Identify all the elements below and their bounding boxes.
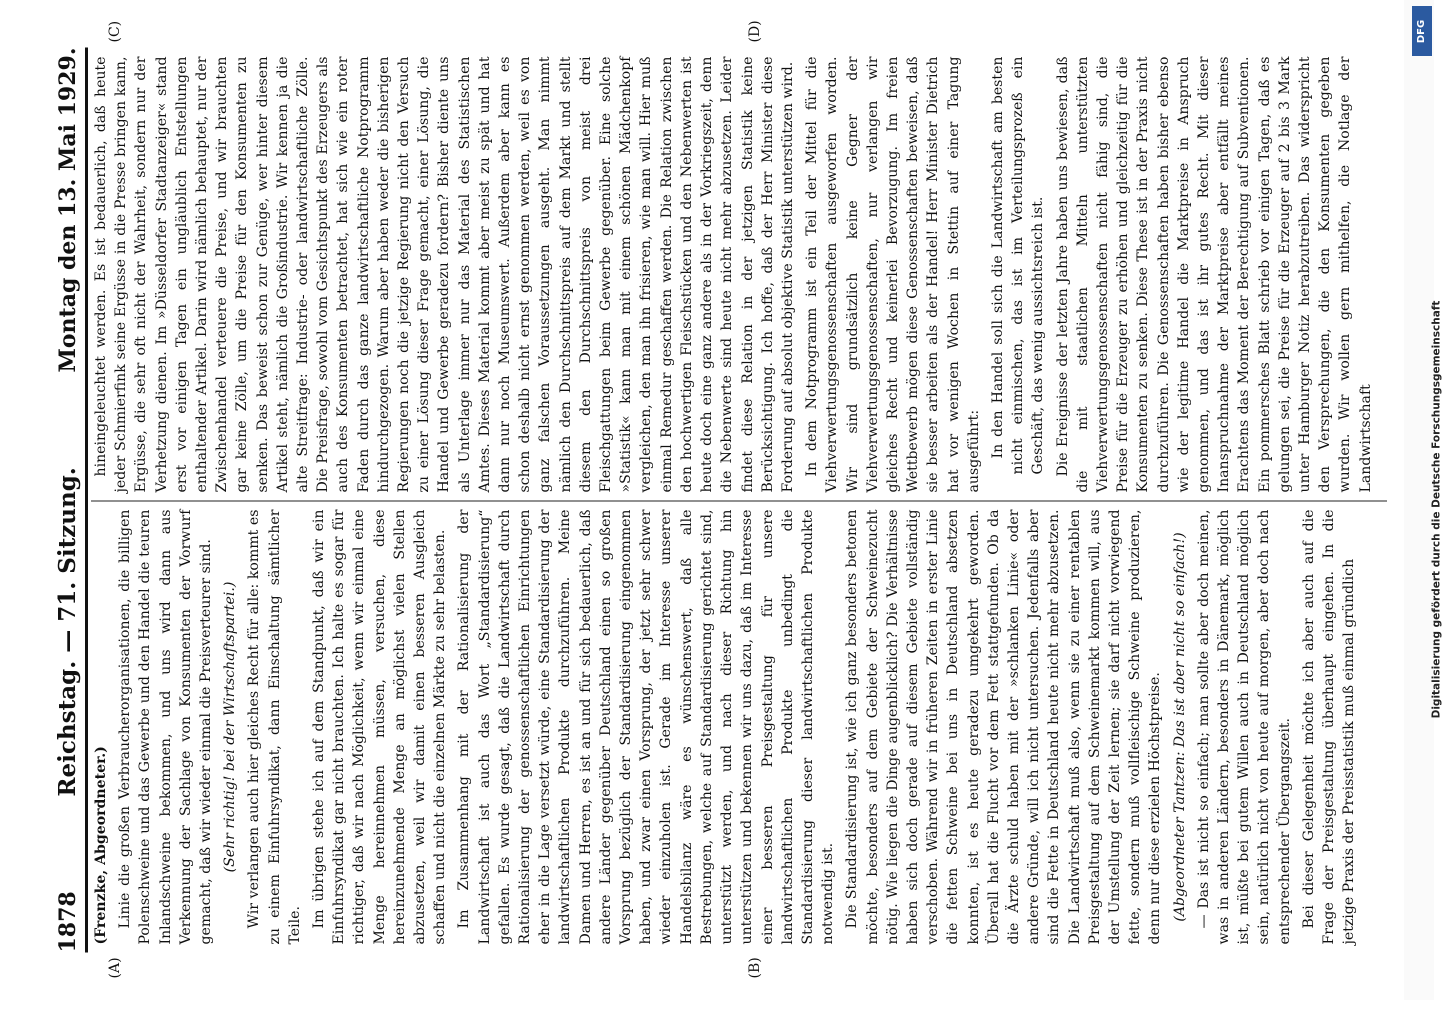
- quotation: In den Handel soll sich die Landwirtschaft am besten nicht einmischen, das ist im Verteilungsprozeß ein Geschäft, das wenig aussichtsreich ist.: [989, 56, 1047, 475]
- interjection: (Abgeordneter Tantzen: Das ist aber nicht so einfach!): [1171, 532, 1188, 922]
- digitization-note: Digitalisierung gefördert durch die Deutsche Forschungsgemeinschaft: [1430, 300, 1443, 719]
- paragraph: Die Ereignisse der letzten Jahre haben uns bewiesen, daß die mit staatlichen Mitteln unterstützten Viehverwertungsgenossenschaften nicht fähig sind, die Preise für die Erzeuger zu erhöhen und gleichzeitig für die Konsumenten zu senken. Diese These ist in der Praxis nicht durchzuführen. Die Genossenschaften haben bisher ebenso wie der legitime Handel die Marktpreise in Anspruch genommen, und das ist ihr gutes Recht. Mit dieser Inanspruchnahme der Marktpreise aber entfällt meines Erachtens das Moment der Berechtigung auf Subventionen. Ein pommersches Blatt schrieb vor einigen Tagen, daß es gelungen sei, die Preise für die Erzeuger auf 2 bis 3 Mark unter Hamburger Notiz herabzutreiben. Das widerspricht den Versprechungen, die den Konsumenten gegeben wurden. Wir wollen gern mithelfen, die Notlage der Landwirtschaft: [1054, 56, 1374, 493]
- paragraph: Im Zusammenhang mit der Rationalisierung der Landwirtschaft ist auch das Wort „Standardisierung“ gefallen. Es wurde gesagt, daß die Landwirtschaft durch Rationalisierung der genossenschaftlichen Einrichtungen eher in die Lage versetzt würde, eine Standardisierung der landwirtschaftlichen Produkte durchzuführen. Meine Damen und Herren, es ist an und für sich bedauerlich, daß andere Länder gegenüber Deutschland einen so großen Vorsprung bezüglich der Standardisierung eingenommen haben, und zwar einen Vorsprung, der jetzt sehr schwer wieder einzuholen ist. Gerade im Interesse unserer Handelsbilanz wäre es wünschenswert, daß alle Bestrebungen, welche auf Standardisierung gerichtet sind, unterstützt werden, und nach dieser Richtung hin unterstützen und bekennen wir uns dazu, daß im Interesse einer besseren Preisgestaltung für unsere landwirtschaftlichen Produkte unbedingt die Standardisierung dieser landwirtschaftlichen Produkte notwendig ist.: [456, 509, 837, 945]
- page-number: 1878: [55, 891, 81, 953]
- left-column: [91, 501, 1387, 953]
- paragraph: Wir verlangen auch hier gleiches Recht für alle: kommt es zu einem Einfuhrsyndikat, dann Einschaltung sämtlicher Teile.: [246, 509, 303, 945]
- session-date: Montag den 13. Mai 1929.: [55, 47, 81, 373]
- dfg-logo: DFG: [1412, 6, 1432, 56]
- paragraph: hineingeleuchtet werden. Es ist bedauerlich, daß heute jeder Schmierfink seine Ergüsse in die Presse bringen kann, Ergüsse, die sehr oft nicht der Wahrheit, sondern nur der Verhetzung dienen. Im »Düsseldorfer Stadtanzeiger« stand erst vor einigen Tagen ein ungläublich Entstellungen enthaltender Artikel. Darin wird nämlich behauptet, nur der Zwischenhandel verteuere die Preise, und wir brauchten gar keine Zölle, um die Preise für den Konsumenten zu senken. Das beweist schon zur Genüge, wer hinter diesem Artikel steht, nämlich die Großindustrie. Wir kennen ja die alte Streitfrage: Industrie- oder landwirtschaftliche Zölle. Die Preisfrage, sowohl vom Gesichtspunkt des Erzeugers als auch des Konsumenten betrachtet, hat sich wie ein roter Faden durch das ganze landwirtschaftliche Notprogramm hindurchgezogen. Warum aber haben weder die bisherigen Regierungen noch die jetzige Regierung nicht den Versuch zu einer Lösung dieser Frage gemacht, einer Lösung, die Handel und Gewerbe geradezu fordern? Bisher diente uns als Unterlage immer nur das Material des Statistischen Amtes. Dieses Material kommt aber meist zu spät und hat dann nur noch Museumswert. Außerdem aber kann es schon deshalb nicht ernst genommen werden, weil es von ganz falschen Voraussetzungen ausgeht. Man nimmt nämlich den Durchschnittspreis auf dem Markt und stellt diesem den Durchschnittspreis von meist drei Fleischgattungen beim Gewerbe gegenüber. Eine solche »Statistik« kann man mit einem schönen Mädchenkopf vergleichen, den man ihn frisieren, wie man will. Hier muß einmal Remedur geschaffen werden. Die Relation zwischen den hochwertigen Fleischstücken und den Nebenwerten ist heute doch eine ganz andere als in der Vorkriegszeit, denn die Nebenwerte sind heute nicht mehr abzusetzen. Leider findet diese Relation in der jetzigen Statistik keine Berücksichtigung. Ich hoffe, daß der Herr Minister diese Forderung auf absolut objektive Statistik unterstützen wird.: [93, 56, 796, 493]
- margin-mark-c: (C): [107, 20, 123, 43]
- digitization-sidebar: [1404, 0, 1443, 1000]
- margin-mark-b: (B): [747, 957, 763, 979]
- paragraph: Die Standardisierung ist, wie ich ganz besonders betonen möchte, besonders auf dem Gebiete der Schweinezucht nötig. Wie liegen die Dinge augenblicklich? Die Verhältnisse haben sich doch gerade auf diesem Gebiete vollständig verschoben. Während wir in früheren Zeiten in erster Linie die fetten Schweine bei uns in Deutschland absetzen konnten, ist es heute geradezu umgekehrt geworden. Überall hat die Flucht vor dem Fett stattgefunden. Ob da die Ärzte schuld haben mit der »schlanken Linie« oder andere Gründe, will ich nicht untersuchen. Jedenfalls aber sind die Fette in Deutschland heute nicht mehr abzusetzen. Die Landwirtschaft muß also, wenn sie zu einer rentablen Preisgestaltung auf dem Schweinemarkt kommen will, aus der Umstellung der Zeit lernen; sie darf nicht vorwiegend fette, sondern muß vollfleischige Schweine produzieren, denn nur diese erzielen Höchstpreise.: [844, 509, 1164, 945]
- paragraph: Im übrigen stehe ich auf dem Standpunkt, daß wir ein Einfuhrsyndikat gar nicht brauchten. Ich halte es sogar für richtiger, daß wir nach Möglichkeit, wenn wir einmal eine Menge hereinnehmen müssen, versuchen, diese hereinzunehmende Menge an möglichst vielen Stellen abzusetzen, weil wir damit einen besseren Ausgleich schaffen und nicht die einzelnen Märkte zu sehr belasten.: [311, 509, 449, 945]
- paragraph: Bei dieser Gelegenheit möchte ich aber auch auf die Frage der Preisgestaltung überhaupt eingehen. In die jetzige Praxis der Preisstatistik muß einmal gründlich: [1300, 509, 1358, 945]
- speaker-label: (Frenzke, Abgeordneter.): [93, 746, 109, 945]
- margin-mark-d: (D): [747, 20, 763, 43]
- interjection: (Sehr richtig! bei der Wirtschaftspartei.): [222, 581, 239, 873]
- right-column: [91, 49, 1387, 501]
- paragraph: In dem Notprogramm ist ein Teil der Mittel für die Viehverwertungsgenossenschaften ausgeworfen worden. Wir sind grundsätzlich keine Gegner der Viehverwertungsgenossenschaften, nur verlangen wir gleiches Recht und keinerlei Bevorzugung. Im freien Wettbewerb mögen diese Genossenschaften beweisen, daß sie besser arbeiten als der Handel! Herr Minister Dietrich hat vor wenigen Wochen in Stettin auf einer Tagung ausgeführt:: [804, 56, 982, 493]
- page-header: [47, 48, 88, 953]
- session-title: Reichstag. — 71. Sitzung.: [54, 467, 81, 797]
- margin-mark-a: (A): [107, 957, 123, 979]
- paragraph: Linie die großen Verbraucherorganisationen, die billigen Polenschweine und das Gewerbe und den Handel die teuren Inlandschweine bekommen, und uns wird dann aus Verkennung der Sachlage von Konsumenten der Vorwurf gemacht, daß wir wieder einmal die Preisverteurer sind.: [117, 509, 215, 945]
- rotated-page-content: [47, 20, 1387, 979]
- paragraph: — Das ist nicht so einfach; man sollte aber doch meinen, was in anderen Ländern, besonders in Dänemark, möglich ist, müßte bei gutem Willen auch in Deutschland möglich sein, natürlich nicht von heute auf morgen, aber doch nach entsprechender Übergangszeit.: [1195, 509, 1293, 945]
- text-columns: [91, 48, 1387, 953]
